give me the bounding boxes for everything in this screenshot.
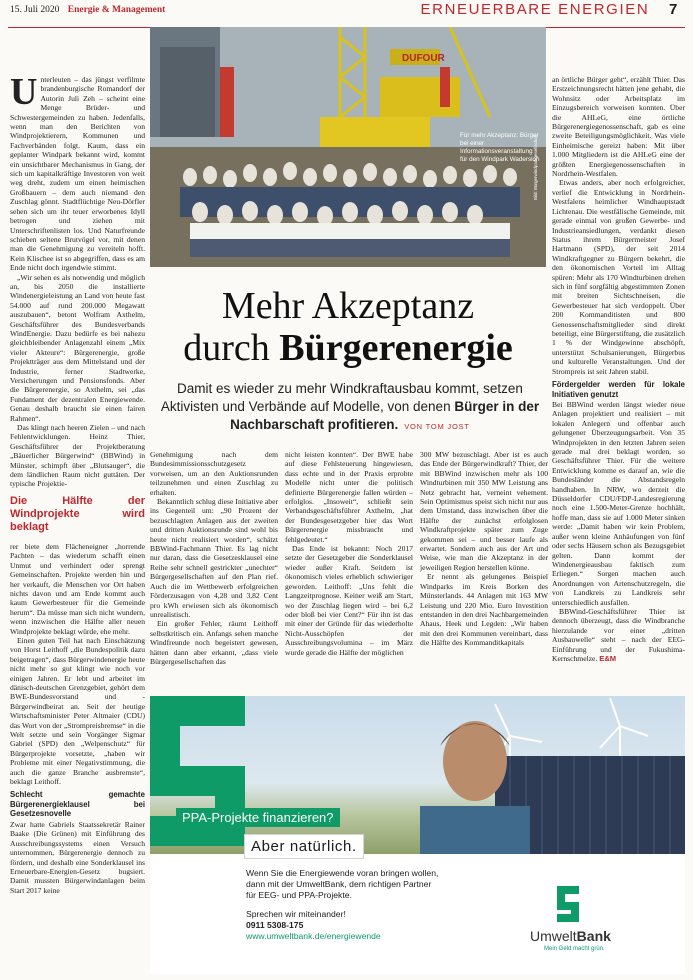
umweltbank-advertisement[interactable]: [150, 696, 685, 974]
article-paragraph: Etwas anders, aber noch erfolgreicher, verlief die Entwicklung in Nordrhein-Westfalens heimlicher Windhauptstadt Lichtenau. Die westfälische Gemeinde, mit gerade einmal von großen Gewerbe- und Industrieansiedlungen, verdankt diesen Status ihrem Bürgermeister Josef Hartmann (SPD), der seit 2014 Windkraftgegner zu Bürgern bekehrt, die den ökonomischen Vorteil im Alltag spüren: Mehr als 170 Windturbinen drehen sich in fünf sorgfältig abgestimmten Zonen mit breiten Sichtschneisen, die Gewerbesteuer hat sich verdoppelt. Über 200 Kommanditisten und 800 Genossenschaftsmitglieder sind direkt beteiligt, eine Bürgerstiftung, die zusätzlich 1 % der Windgewinne abschöpft, unterstützt Schulsanierungen, Bürgerbus und kulturelle Veranstaltungen. Und der Strompreis ist seit Jahren stabil.: [552, 178, 685, 376]
ad-line: Wenn Sie die Energiewende voran bringen wollen,: [246, 868, 439, 878]
article-paragraph: Das klingt nach heeren Zielen – und nach Fehlentwicklungen. Heinz Thier, Geschäftsführer der Projektberatung „Bäuerlicher Bürgerwind“ (BBWind) in Münster, schimpft über „Blutsauger“, die dem ländlichen Raum nicht guttäten. Der typische Projektie-: [10, 423, 145, 489]
article-paragraph: Bei BBWind werden längst wieder neue Anlagen projektiert und realisiert – mit lokalen Anlegern und offenbar auch gelungener Überzeugungsarbeit. Von 35 Windprojekten in den letzten Jahren seien gerade mal drei beklagt worden, so Geschäftsführer Thier. Für die weitere Entwicklung komme es darauf an, wie die Bundesländer die Abstandsregeln handhaben. In NRW, wo derzeit die Düsseldorfer CDU/FDP-Landesregierung noch eine 1.500-Meter-Grenze hochhält, hoffe man, dass sie auf 1.000 Meter sinken werde: „Damit haben wir kein Problem, außer wenn kleine Anhäufungen von fünf oder sechs Häusern schon als Bezugsgebiet gelten. Dann kommt der Windenergieausbau faktisch zum Erliegen.“ Sorgen machen auch Anordnungen von Artenschutzregeln, die von Landkreis zu Landkreis sehr unterschiedlich ausfallen.: [552, 400, 685, 607]
ad-answer: Aber natürlich.: [244, 834, 364, 859]
article-end-mark: E&M: [599, 653, 617, 663]
article-column-1: [10, 75, 145, 975]
article-paragraph: Bekanntlich schlug diese Initiative aber ins Gegenteil um: „90 Prozent der bezuschlagten Anlagen aus der zweiten und dritten Auktionsrunde sind wohl bis heute nicht realisiert worden“, schätzt BBWind-Fachmann Thier. Es lag nicht nur daran, dass die Gesetzesklausel eine Reihe sehr schnell gestrickter „unechter“ Bürgergesellschaften auf den Plan rief. Auch die im Wettbewerb erfolgreichen Förderzusagen von 4,28 und 3,82 Cent pro kWh erwiesen sich als ökonomisch unrealistisch.: [150, 497, 278, 619]
article-column-4: [420, 450, 548, 690]
article-dek: Damit es wieder zu mehr Windkraftausbau kommt, setzen Aktivisten und Verbände auf Modelle, von denen Bürger in der Nachbarschaft profitieren. VON TOM JOST: [160, 381, 540, 432]
page-number: 7: [669, 1, 679, 18]
subheading: Schlecht gemachte Bürgerenergieklausel bei Gesetzesnovelle: [10, 790, 145, 819]
article-paragraph: Genehmigung nach dem Bundesimmissionsschutzgesetz vorweisen, um an den Auktionsrunden teilzunehmen und einen Zuschlag zu erhalten.: [150, 450, 278, 497]
article-column-5: [552, 75, 685, 690]
page-header-left: [10, 5, 165, 15]
article-paragraph: Zwar hatte Gabriels Staatssekretär Rainer Baake (Die Grünen) mit Einführung des Ausschreibungssystems einen Versuch unternommen, Bürgerenergie dennoch zu fördern, und deshalb eine Sonderklausel ins Erneuerbare-Energien-Gesetz bugsiert. Damit mussten Bürgerwindanlagen beim Start 2017 keine: [10, 819, 145, 895]
subheading: Fördergelder werden für lokale Initiativen genutzt: [552, 380, 685, 399]
red-subheading: Die Hälfte der Windprojekte wird beklagt: [10, 494, 145, 533]
article-paragraph: Einen guten Teil hat nach Einschätzung von Horst Leithoff „die Bundespolitik dazu beigetragen“, dass Bürgerwindenergie heute nicht mehr so gut klingt wie noch vor einigen Jahren. Er lebt und arbeitet im dänisch-deutschen Grenzgebiet, gehört dem BWE-Bundesvorstand und -Bürgerwindbeirat an. Seit der heutige Wirtschaftsminister Peter Altmaier (CDU) das Wort von der „Strompreisbremse“ in die Welt setzte und sein Vorgänger Sigmar Gabriel (SPD) den „Welpenschutz“ für Bürgerprojekte vorsetzte, „haben wir Probleme mit einer Negativstimmung, die auch die ganze Branche ausbremste“, beklagt Leithoff.: [10, 635, 145, 787]
ad-phone[interactable]: 0911 5308-175: [246, 920, 304, 930]
section-title: ERNEUERBARE ENERGIEN: [420, 1, 650, 18]
article-paragraph: nicht leisten konnten“. Der BWE habe auf diese Fehlsteuerung hingewiesen, dass echte und in der Praxis erprobte Modelle nicht unter die politisch definierte Bürgerenergie fallen würden – erfolglos. „Insoweit“, schließt sein Verbandsgeschäftsführer Axthelm, „hat der Bundesgesetzgeber hier das Wort Bürgerenergie missbraucht und fehlgedeutet.“: [285, 450, 413, 544]
page-header-right: [421, 1, 679, 18]
portrait-illustration: [400, 706, 550, 856]
article-paragraph: an örtliche Bürger geht“, erzählt Thier. Das Erstzeichnungsrecht hätten jene gehabt, die Wohnsitz oder Arbeitsplatz im Einzugsbereich vorweisen konnten. Über die AHLeG, eine örtliche Bürgerenergiegenossenschaft, gab es eine zweite Beteiligungsmöglichkeit. Was viele Einheimische gereizt haben: Mit über 1.000 Mitgliedern ist die AHLeG eine der größten Energiegenossenschaften in Nordrhein-Westfalen.: [552, 75, 685, 179]
ad-logo-tagline: Mein Geld macht grün.: [544, 946, 605, 952]
drop-cap: U: [10, 75, 38, 113]
article-paragraph: Er nennt als gelungenes Beispiel Windparks im Kreis Borken des Münsterlands. 44 Anlagen mit 163 MW Leistung und 220 Mio. Euro Investition entstanden in den drei Nachbargemeinden Ahaus, Heek und Legden: „Wir haben mit den drei Kommunen vereinbart, dass die Hälfte des Kommanditkapitals: [420, 572, 548, 648]
article-paragraph: „Wir sehen es als notwendig und möglich an, bis 2050 die installierte Windenergieleistung an Land von heute fast 54.000 auf rund 200.000 Megawatt auszubauen“, betont Wolfram Axthelm, Geschäftsführer des Bundesverbands WindEnergie. Dazu bedürfe es bei nahezu gleichbleibender Anlagenzahl einem „Mix vieler Akteure“: Bürgerenergie, große Projektträger aus dem Mittelstand und der Industrie, ferner Stadtwerke, Versicherungen und Pensionsfonds. Aber die Bürgerenergie, so Axthelm, sei „das Fundament der dezentralen Energiewende. Genau deshalb braucht sie einen fairen Rahmen“.: [10, 272, 145, 423]
ad-line: dann mit der UmweltBank, dem richtigen Partner: [246, 879, 432, 889]
article-paragraph: Ein großer Fehler, räumt Leithoff selbstkritisch ein. Anfangs sehen manche Windfreunde noch begeistert gewesen, hätten dann aber erkannt, „dass viele Bürgergesellschaften das: [150, 619, 278, 666]
ad-url-link[interactable]: www.umweltbank.de/energiewende: [246, 931, 381, 941]
author-byline: VON TOM JOST: [404, 422, 470, 431]
ad-body: [246, 868, 438, 942]
headline-line-1: Mehr Akzeptanz: [221, 285, 475, 327]
article-paragraph: Unterleuten – das jüngst verfilmte brandenburgische Romandorf der Autorin Juli Zeh – scheint eine Menge Brüder- und Schwestergemeinden zu haben. Jedenfalls, wenn man den Berichten von Windprojektierern, Kommunen und Fachverbänden folgt. Kaum, dass ein geplanter Windpark bekannt wird, kommt ein unsichtbarer Mechanismus in Gang, der sich um kapitalkräftige Investoren von weit weg dreht, zudem um einen heimischen Großbauern – dem auch niemand den Zuschlag gönnt. Stadtflüchtige Neu-Dörfler sehen sich um ihr teuer erworbenes Idyll betrogen und ziehen mit Unterschriftenlisten los. Und Naturfreunde schieben seltene Brutvögel vor, mit denen man die Genehmigung zu vereiteln hofft. Kein Klischee ist so abgegriffen, dass es am Ende nicht doch irgendwie stimmt.: [10, 75, 145, 273]
article-paragraph: BBWind-Geschäftsführer Thier ist dennoch überzeugt, dass die Windbranche hierzulande vor einer „dritten Ausbauwelle“ steht – nach der EEG-Einführung und der Fukushima-Kernschmelze. E&M: [552, 606, 685, 663]
ad-cta: Sprechen wir miteinander!: [246, 909, 346, 919]
ad-question: PPA-Projekte finanzieren?: [176, 808, 340, 827]
ad-line: für EEG- und PPA-Projekte.: [246, 890, 352, 900]
publication-name: Energie & Management: [67, 5, 166, 15]
photo-caption: Für mehr Akzeptanz: Bürger bei einer Informationsveranstaltung für den Windpark Wadersloh: [460, 132, 540, 163]
article-column-3: [285, 450, 413, 690]
article-headline: [150, 285, 546, 369]
article-paragraph: 300 MW bezuschlagt. Aber ist es auch das Ende der Bürgerwindkraft? Thier, der mit BBWind inzwischen mehr als 100 Windturbinen mit 350 MW Leistung ans Netz gebracht hat, verneint vehement. Sein Optimismus speist sich nicht nur aus dem Umstand, dass inzwischen über die Hälfte der zunächst erfolglosen Windkraftprojekte später zum Zuge gekommen sei – und besser laufe als erwartet. Sondern auch aus der Art und Weise, wie man die Akzeptanz in der jeweiligen Region herstellen könne.: [420, 450, 548, 572]
headline-line-2: durch Bürgerenergie: [183, 327, 513, 369]
ad-logo-name: UmweltBank: [530, 928, 611, 944]
umweltbank-logo-icon: [555, 884, 583, 924]
issue-date: 15. Juli 2020: [10, 5, 60, 15]
article-paragraph: rer biete dem Flächeneigner „horrende Pachten – das wiederum schafft einen Unmut und verhindert oder sprengt Gemeinschaften. Projekte werden hin und her verkauft, die Menschen vor Ort haben nichts davon und am Ende kommt auch kaum Gewerbesteuer für die Gemeinde herum“. Da müsse man sich nicht wundern, wenn inzwischen die Hälfte aller neuen Windprojekte beklagt würde, ehe mehr.: [10, 541, 145, 636]
crane-label: DUFOUR: [402, 53, 445, 64]
article-column-2: [150, 450, 278, 690]
article-paragraph: Das Ende ist bekannt: Noch 2017 setzte der Gesetzgeber die Sonderklausel wieder außer Kraft. Seitdem ist ökonomisch vieles erheblich schwieriger geworden. Leithoff: „Uns fehlt die Langzeitprognose. Keiner weiß am Start, wo der Zuschlag liegen wird – bei 6,2 oder bloß bei vier Cent?“ Für ihn ist das mit einer der Gründe für das wiederholte Nicht-Ausschöpfen der Ausschreibungsvolumina – im März wurde gerade die Hälfte der möglichen: [285, 544, 413, 657]
photo-credit: Bild: Bürgerwindparkgesellschaft: [533, 134, 538, 200]
